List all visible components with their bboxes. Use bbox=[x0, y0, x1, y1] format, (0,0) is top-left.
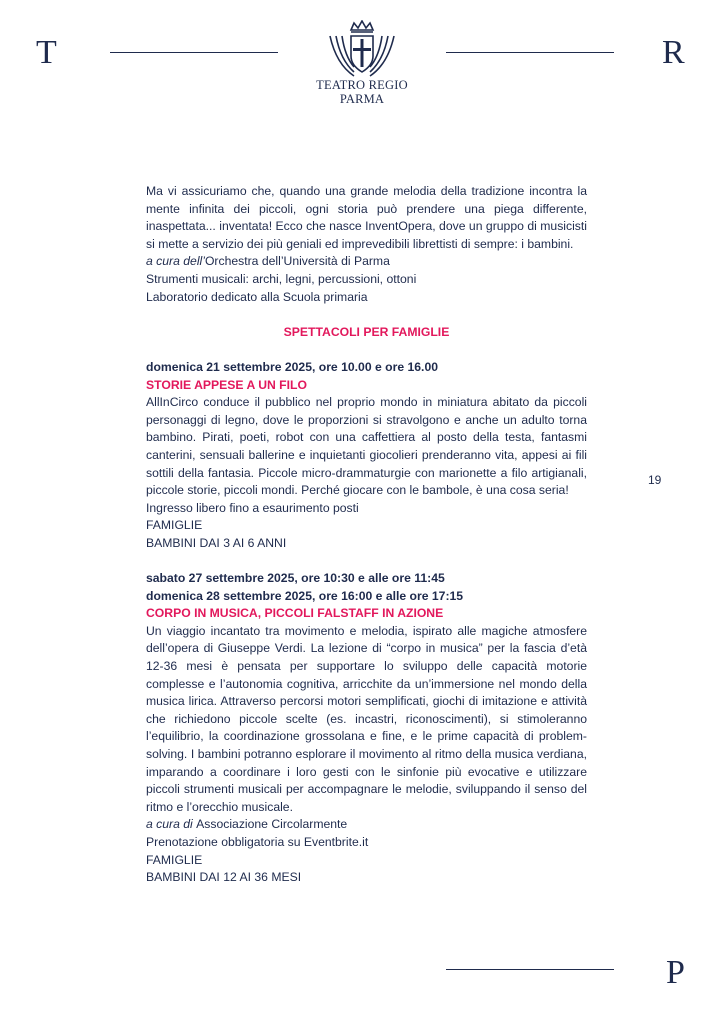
event1-description: AllInCirco conduce il pubblico nel proprio mondo in miniatura abitato da piccoli personaggi di legno, dove le proporzioni si stravolgono e anche un adulto torna bambino. Pirati, poeti, robot con una caffettiera al posto della testa, fantasmi canterini, sensuali ballerine e inquietanti giocolieri prenderanno vita, appesi ai fili sottili della fantasia. Piccole micro-drammaturgie con marionette a filo artigianali, piccole storie, piccoli mondi. Perché giocare con le bambole, è una cosa seria! bbox=[146, 395, 587, 498]
header-letter-right: R bbox=[662, 34, 685, 71]
event1-title: STORIE APPESE A UN FILO bbox=[146, 377, 307, 392]
header-rule-left bbox=[110, 52, 278, 53]
event1-entry: Ingresso libero fino a esaurimento posti bbox=[146, 500, 359, 515]
event1-audience: FAMIGLIE bbox=[146, 518, 203, 533]
section-title: SPETTACOLI PER FAMIGLIE bbox=[283, 324, 450, 339]
event1-age: BAMBINI DAI 3 AI 6 ANNI bbox=[146, 535, 287, 550]
intro-paragraph: Ma vi assicuriamo che, quando una grande melodia della tradizione incontra la mente infinita dei piccoli, ogni storia può prendere una piega differente, inaspettata... inventata! Ecco che nasce InventOpera, dove un gruppo di musicisti si mette a servizio dei più geniali ed imprevedibili librettisti di sempre: i bambini. bbox=[146, 184, 587, 251]
footer-rule bbox=[446, 969, 614, 970]
intro-curator: Orchestra dell’Università di Parma bbox=[204, 254, 390, 269]
intro-lab: Laboratorio dedicato alla Scuola primaria bbox=[146, 289, 368, 304]
event2-booking: Prenotazione obbligatoria su Eventbrite.it bbox=[146, 834, 369, 849]
page-number: 19 bbox=[648, 473, 662, 487]
event2-description: Un viaggio incantato tra movimento e melodia, ispirato alle magiche atmosfere dell’opera di Giuseppe Verdi. La lezione di “corpo in musica” per la fascia d’età 12-36 mesi è pensata per supportare lo sviluppo delle capacità motorie complesse e l’autonomia cognitiva, arricchite da un’immersione nel mondo della musica lirica. Attraverso percorsi motori semplificati, giochi di imitazione e attività che richiedono piccole scelte (es. incastri, riconoscimenti), si stimoleranno l’equilibrio, la coordinazione grossolana e fine, e le prime capacità di problem-solving. I bambini potranno esplorare il movimento al ritmo della musica verdiana, imparando a coordinare i loro gesti con le sinfonie più evocative e utilizzare piccoli strumenti musicali per accompagnare le melodie, sviluppando il senso del ritmo e l’orecchio musicale. bbox=[146, 623, 587, 814]
footer-letter: P bbox=[666, 954, 685, 991]
intro-instruments: Strumenti musicali: archi, legni, percussioni, ottoni bbox=[146, 271, 417, 286]
logo-text-line1: TEATRO REGIO bbox=[316, 78, 408, 92]
event2-curator-prefix: a cura di bbox=[146, 817, 197, 832]
teatro-regio-logo bbox=[306, 20, 418, 106]
event1-date: domenica 21 settembre 2025, ore 10.00 e ore 16.00 bbox=[146, 359, 438, 374]
intro-curator-prefix: a cura dell’ bbox=[146, 254, 205, 269]
event2-curator: Associazione Circolarmente bbox=[196, 817, 348, 832]
header-letter-left: T bbox=[36, 34, 57, 71]
event2-date2: domenica 28 settembre 2025, ore 16:00 e alle ore 17:15 bbox=[146, 588, 464, 603]
event2-curator-line bbox=[146, 816, 587, 834]
intro-curator-line bbox=[146, 253, 587, 271]
event2-age: BAMBINI DAI 12 AI 36 MESI bbox=[146, 870, 302, 885]
event2-title: CORPO IN MUSICA, PICCOLI FALSTAFF IN AZIONE bbox=[146, 606, 444, 621]
logo-text-line2: PARMA bbox=[339, 92, 385, 106]
event2-date1: sabato 27 settembre 2025, ore 10:30 e alle ore 11:45 bbox=[146, 571, 445, 586]
page-content bbox=[146, 183, 587, 887]
crown-crest-icon bbox=[324, 20, 400, 78]
event2-audience: FAMIGLIE bbox=[146, 852, 203, 867]
header-rule-right bbox=[446, 52, 614, 53]
